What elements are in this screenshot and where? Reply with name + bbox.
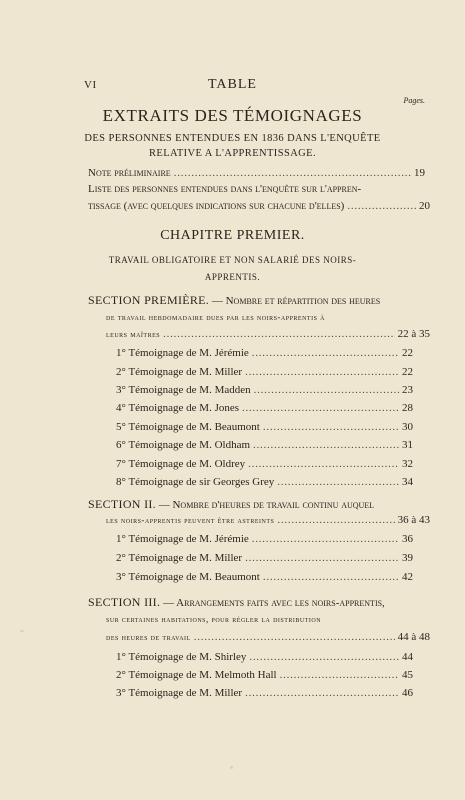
toc-entry-page: 36 [402,533,413,545]
toc-entry [116,421,413,433]
toc-entry-page: 45 [402,669,413,681]
toc-entry-text: 6° Témoignage de M. Oldham [116,439,251,451]
pages-column-label: Pages. [403,96,425,105]
section-description-line: leurs maîtres [106,329,161,339]
toc-entry [116,347,413,359]
section-pages: 36 à 43 [397,514,430,526]
section-label: SECTION PREMIÈRE. [88,293,210,307]
dot-leader [252,533,399,545]
toc-entry [116,533,413,545]
chapter-subtitle-2: APPRENTIS. [204,272,261,282]
toc-entry-page: 42 [402,571,413,583]
section-label: SECTION III. [88,595,161,609]
toc-entry-page: 44 [402,651,413,663]
dot-leader [277,476,399,488]
toc-entry-page: 31 [402,439,413,451]
toc-entry-text: 4° Témoignage de M. Jones [116,402,240,414]
toc-entry-page: 22 [402,347,413,359]
toc-entry-text: 3° Témoignage de M. Beaumont [116,571,260,583]
dot-leader [280,669,399,681]
toc-entry [116,366,413,378]
toc-entry-page: 19 [414,167,425,179]
section-description-line: sur certaines habitations, pour régler la distribution [106,614,322,624]
dot-leader [245,366,399,378]
toc-entry [116,669,413,681]
title-subline-1: DES PERSONNES ENTENDUES EN 1836 DANS L'ENQUÊTE [84,133,381,144]
section-description: — Nombre d'heures de travail continu auquel [158,499,375,511]
dot-leader [263,421,399,433]
toc-entry-text: Liste des personnes entendues dans l'enquête sur l'appren- [88,183,362,195]
toc-entry [116,476,413,488]
section-description: — Nombre et répartition des heures [211,295,381,307]
dot-leader [163,328,395,340]
toc-entry [116,384,413,396]
dot-leader [245,552,399,564]
toc-entry-page: 30 [402,421,413,433]
dot-leader [254,384,399,396]
toc-entry-page: 34 [402,476,413,488]
toc-entry-line [88,183,425,195]
chapter-subtitle-1: TRAVAIL OBLIGATOIRE ET NON SALARIÉ DES NOIRS- [108,255,357,265]
paper-spot [230,766,233,769]
toc-entry-text: 2° Témoignage de M. Miller [116,366,243,378]
toc-entry-text: 3° Témoignage de M. Miller [116,687,243,699]
dot-leader [252,347,399,359]
section-label: SECTION II. [88,497,156,511]
toc-entry-text: tissage (avec quelques indications sur chacune d'elles) [88,200,345,212]
toc-entry-text: 2° Témoignage de M. Melmoth Hall [116,669,277,681]
toc-entry-text: 1° Témoignage de M. Shirley [116,651,247,663]
toc-entry [116,687,413,699]
dot-leader [253,439,399,451]
toc-entry-text: 1° Témoignage de M. Jérémie [116,533,249,545]
toc-entry-page: 28 [402,402,413,414]
section-description-line: les noirs-apprentis peuvent être astreints [106,515,275,525]
section-pages-line [106,328,430,340]
toc-entry-page: 23 [402,384,413,396]
toc-entry-page: 22 [402,366,413,378]
main-title: EXTRAITS DES TÉMOIGNAGES [102,106,363,125]
section-heading [88,595,385,610]
toc-entry-text: Note préliminaire [88,167,171,179]
toc-entry-text: 1° Témoignage de M. Jérémie [116,347,249,359]
dot-leader [347,200,416,212]
paper-spot [20,630,24,632]
dot-leader [194,631,395,643]
dot-leader [277,514,394,526]
section-pages: 44 à 48 [397,631,430,643]
toc-entry [116,439,413,451]
dot-leader [245,687,399,699]
running-title: TABLE [208,77,257,92]
section-pages-line [106,514,430,526]
section-heading [88,497,374,512]
toc-entry-text: 5° Témoignage de M. Beaumont [116,421,260,433]
toc-entry [116,571,413,583]
section-pages: 22 à 35 [397,328,430,340]
toc-entry [116,651,413,663]
section-heading [88,293,380,308]
dot-leader [249,651,399,663]
toc-entry [116,458,413,470]
toc-entry-page: 20 [419,200,430,212]
toc-entry [116,402,413,414]
page-number: VI [84,79,97,91]
dot-leader [263,571,399,583]
dot-leader [248,458,399,470]
toc-entry-page: 32 [402,458,413,470]
toc-entry-text: 2° Témoignage de M. Miller [116,552,243,564]
section-description-line: des heures de travail [106,632,191,642]
dot-leader [174,167,411,179]
toc-entry [116,552,413,564]
chapter-title: CHAPITRE PREMIER. [160,228,305,243]
toc-entry [88,200,430,212]
toc-entry-page: 39 [402,552,413,564]
section-pages-line [106,631,430,643]
toc-entry-text: 3° Témoignage de M. Madden [116,384,251,396]
toc-entry [88,167,425,179]
toc-entry-text: 7° Témoignage de M. Oldrey [116,458,246,470]
toc-entry-text: 8° Témoignage de sir Georges Grey [116,476,275,488]
dot-leader [242,402,399,414]
toc-entry-page: 46 [402,687,413,699]
title-subline-2: RELATIVE A L'APPRENTISSAGE. [149,148,316,159]
section-description: — Arrangements faits avec les noirs-apprentis, [163,597,385,609]
section-description-line: de travail hebdomadaire dues par les noirs-apprentis à [106,312,325,322]
